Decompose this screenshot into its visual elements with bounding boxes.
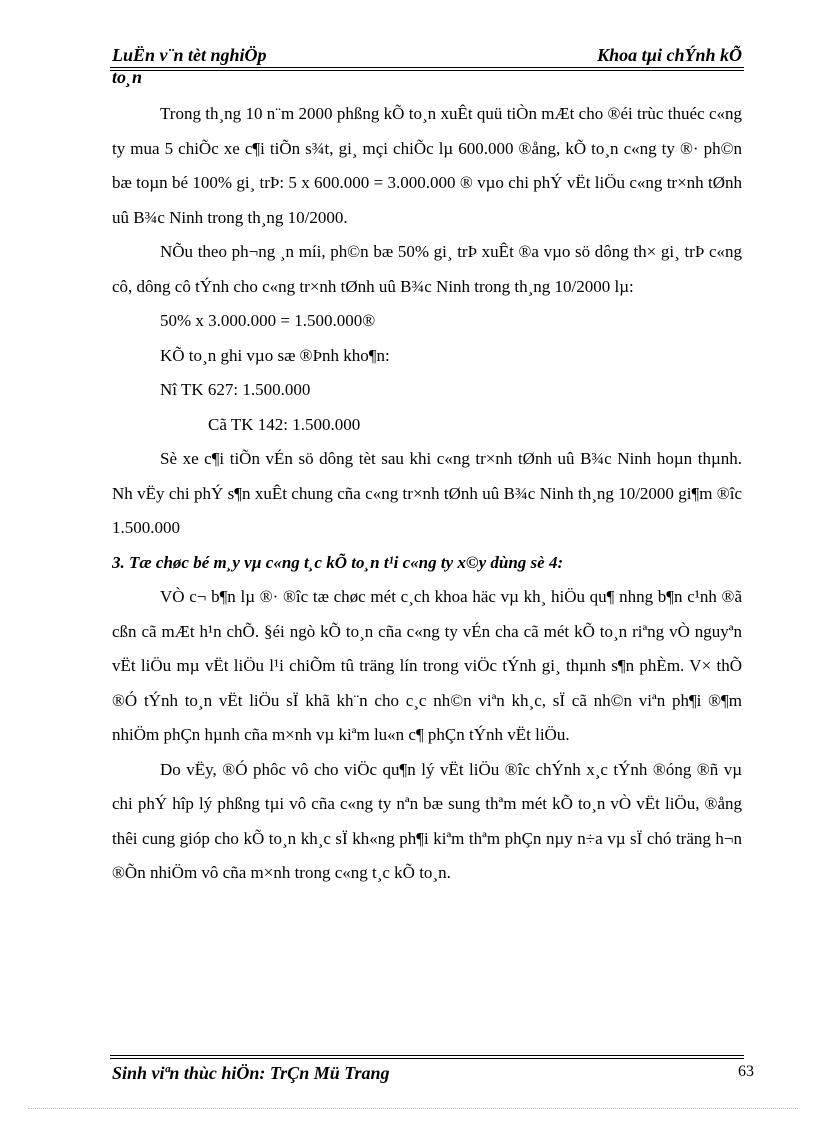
page-number: 63 [738,1063,754,1080]
header-thesis-title: LuËn v¨n tèt nghiÖp [112,45,267,65]
footer-rule-double [110,1058,744,1059]
credit-entry: Cã TK 142: 1.500.000 [208,414,361,434]
section-heading: 3. Tæ chøc bé m¸y vµ c«ng t¸c kÕ to¸n t¹i c«ng ty x©y dùng sè 4: [112,552,564,572]
header-faculty: Khoa tµi chÝnh kÕ [597,45,742,65]
footer-author: Sinh viªn thùc hiÖn: TrÇn Mü Trang [112,1063,390,1083]
header-faculty-wrap: to¸n [112,67,143,87]
footer-rule [110,1055,744,1056]
paragraph: Do vËy, ®Ó phôc vô cho viÖc qu¶n lý vËt liÖu ®îc chÝnh x¸c tÝnh ®óng ®ñ vµ chi phÝ hîp lý phßng tµi vô cña c«ng ty nªn bæ sung thªm mét kÕ to¸n vÒ vËt liÖu, ®ång thêi cung gióp cho kÕ to¸n kh¸c sÏ kh«ng ph¶i kiªm thªm phÇn nµy n÷a vµ sÏ chó träng h¬n ®Õn nhiÖm vô cña m×nh trong c«ng t¸c kÕ to¸n. [112,759,742,882]
debit-entry: Nî TK 627: 1.500.000 [160,380,311,399]
paragraph: NÕu theo ph¬ng ¸n míi, ph©n bæ 50% gi¸ trÞ xuÊt ®a vµo sö dông th× gi¸ trÞ c«ng cô, dông cô tÝnh cho c«ng tr×nh tØnh uû B¾c Ninh trong th¸ng 10/2000 lµ: [112,242,742,296]
paragraph: VÒ c¬ b¶n lµ ®· ®îc tæ chøc mét c¸ch khoa häc vµ kh¸ hiÖu qu¶ nhng b¶n c¹nh ®ã cßn cã mÆt h¹n chÕ. §éi ngò kÕ to¸n cña c«ng ty vÉn cha cã mét kÕ to¸n riªng vÒ nguyªn vËt liÖu mµ vËt liÖu l¹i chiÕm tû träng lín trong viÖc tÝnh gi¸ thµnh s¶n phÈm. V× thÕ ®Ó tÝnh to¸n vËt liÖu sÏ khã kh¨n cho c¸c nh©n viªn kh¸c, sÏ cã nh©n viªn ph¶i ®¶m nhiÖm phÇn hµnh cña m×nh vµ kiªm lu«n c¶ phÇn tÝnh vËt liÖu. [112,587,742,744]
calculation-line: 50% x 3.000.000 = 1.500.000® [160,311,376,330]
entry-intro: KÕ to¸n ghi vµo sæ ®Þnh kho¶n: [160,345,390,365]
header-rule [110,67,744,68]
paragraph: Sè xe c¶i tiÕn vÉn sö dông tèt sau khi c«ng tr×nh tØnh uû B¾c Ninh hoµn thµnh. Nh vËy chi phÝ s¶n xuÊt chung cña c«ng tr×nh tØnh uû B¾c Ninh th¸ng 10/2000 gi¶m ®îc 1.500.000 [112,449,742,537]
page-body [112,97,742,891]
header-rule-double [110,70,744,71]
page-edge-divider [28,1108,798,1109]
paragraph: Trong th¸ng 10 n¨m 2000 phßng kÕ to¸n xuÊt quü tiÒn mÆt cho ®éi trùc thuéc c«ng ty mua 5 chiÕc xe c¶i tiÕn s¾t, gi¸ mçi chiÕc lµ 600.000 ®ång, kÕ to¸n c«ng ty ®· ph©n bæ toµn bé 100% gi¸ trÞ: 5 x 600.000 = 3.000.000 ® vµo chi phÝ vËt liÖu c«ng tr×nh tØnh uû B¾c Ninh trong th¸ng 10/2000. [112,104,742,227]
